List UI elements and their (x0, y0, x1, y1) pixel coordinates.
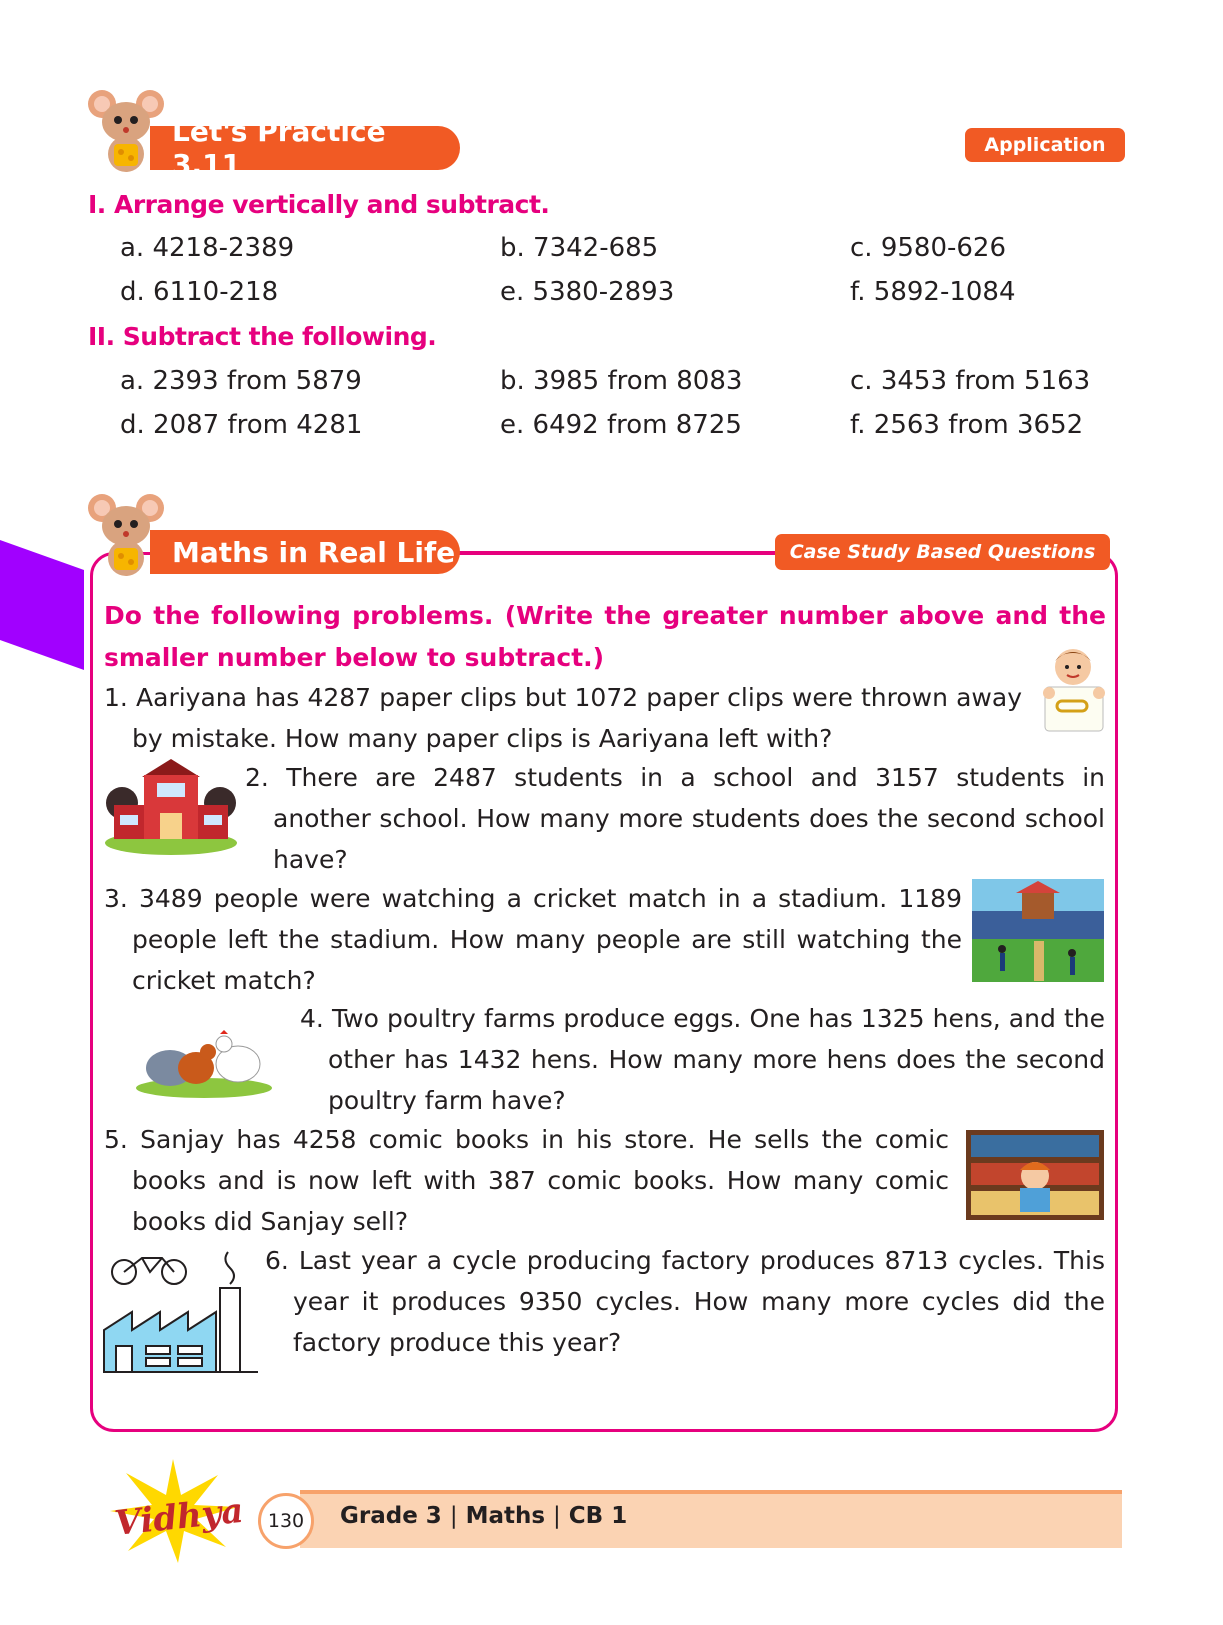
problem-text: 6. Last year a cycle producing factory produces 8713 cycles. This year it produces 9350 cycles. How many more cycles did the factory produce this year? (265, 1246, 1105, 1357)
problem-text: 2. There are 2487 students in a school and 3157 students in another school. How many more students does the second school have? (245, 763, 1105, 874)
section2-row (120, 366, 1120, 406)
header-rule (455, 551, 777, 554)
section2-row (120, 410, 1120, 450)
problem-6 (265, 1240, 1105, 1363)
practice-title: Let's Practice 3.11 (150, 126, 460, 170)
footer-label (340, 1503, 627, 1529)
problem-text: 5. Sanjay has 4258 comic books in his store. He sells the comic books and is now left with 387 comic books. How many comic books did Sanjay sell? (104, 1125, 949, 1236)
exercise-item: b. 3985 from 8083 (500, 366, 743, 396)
problem-text: 3. 3489 people were watching a cricket match in a stadium. 1189 people left the stadium. How many people are still watching the cricket match? (104, 884, 962, 995)
case-study-tag: Case Study Based Questions (775, 534, 1110, 570)
section1-row (120, 233, 1120, 273)
problem-text: 1. Aariyana has 4287 paper clips but 1072 paper clips were thrown away by mistake. How many paper clips is Aariyana left with? (104, 683, 1022, 753)
exercise-item: b. 7342-685 (500, 233, 659, 263)
footer-book: CB 1 (568, 1503, 628, 1529)
real-life-title: Maths in Real Life (150, 530, 460, 574)
problem-4 (300, 998, 1105, 1121)
problem-3 (104, 878, 962, 1001)
footer-separator: | (449, 1503, 458, 1529)
section1-row (120, 277, 1120, 317)
cricket-stadium-icon (972, 879, 1104, 982)
svg-text:Vidhya: Vidhya (112, 1490, 246, 1544)
bookshelf-reader-icon (966, 1130, 1104, 1220)
school-building-icon (102, 755, 240, 855)
footer-grade: Grade 3 (340, 1503, 442, 1529)
exercise-item: a. 4218-2389 (120, 233, 295, 263)
exercise-item: f. 2563 from 3652 (850, 410, 1084, 440)
purple-side-decoration (0, 540, 90, 680)
exercise-item: e. 5380-2893 (500, 277, 675, 307)
boy-with-paper-clips-icon (1035, 645, 1110, 737)
section1-heading: I. Arrange vertically and subtract. (88, 190, 550, 219)
section2-heading: II. Subtract the following. (88, 322, 437, 351)
page-number: 130 (258, 1493, 314, 1549)
exercise-item: c. 9580-626 (850, 233, 1006, 263)
problem-5 (104, 1119, 949, 1242)
footer-band-top (300, 1490, 1122, 1494)
footer-separator: | (553, 1503, 561, 1529)
hens-icon (134, 1020, 274, 1100)
exercise-item: d. 6110-218 (120, 277, 279, 307)
exercise-item: f. 5892-1084 (850, 277, 1016, 307)
problem-text: 4. Two poultry farms produce eggs. One has 1325 hens, and the other has 1432 hens. How many more hens does the second poultry farm have? (300, 1004, 1105, 1115)
vidhya-logo (88, 1455, 258, 1565)
exercise-item: e. 6492 from 8725 (500, 410, 742, 440)
problem-2 (245, 757, 1105, 880)
exercise-item: c. 3453 from 5163 (850, 366, 1091, 396)
cycle-factory-icon (102, 1250, 260, 1375)
exercise-item: a. 2393 from 5879 (120, 366, 362, 396)
application-tag: Application (965, 128, 1125, 162)
instruction-text: Do the following problems. (Write the greater number above and the smaller number below to subtract.) (104, 601, 1106, 672)
exercise-item: d. 2087 from 4281 (120, 410, 363, 440)
problem-1 (104, 677, 1022, 759)
footer-subject: Maths (465, 1503, 546, 1529)
